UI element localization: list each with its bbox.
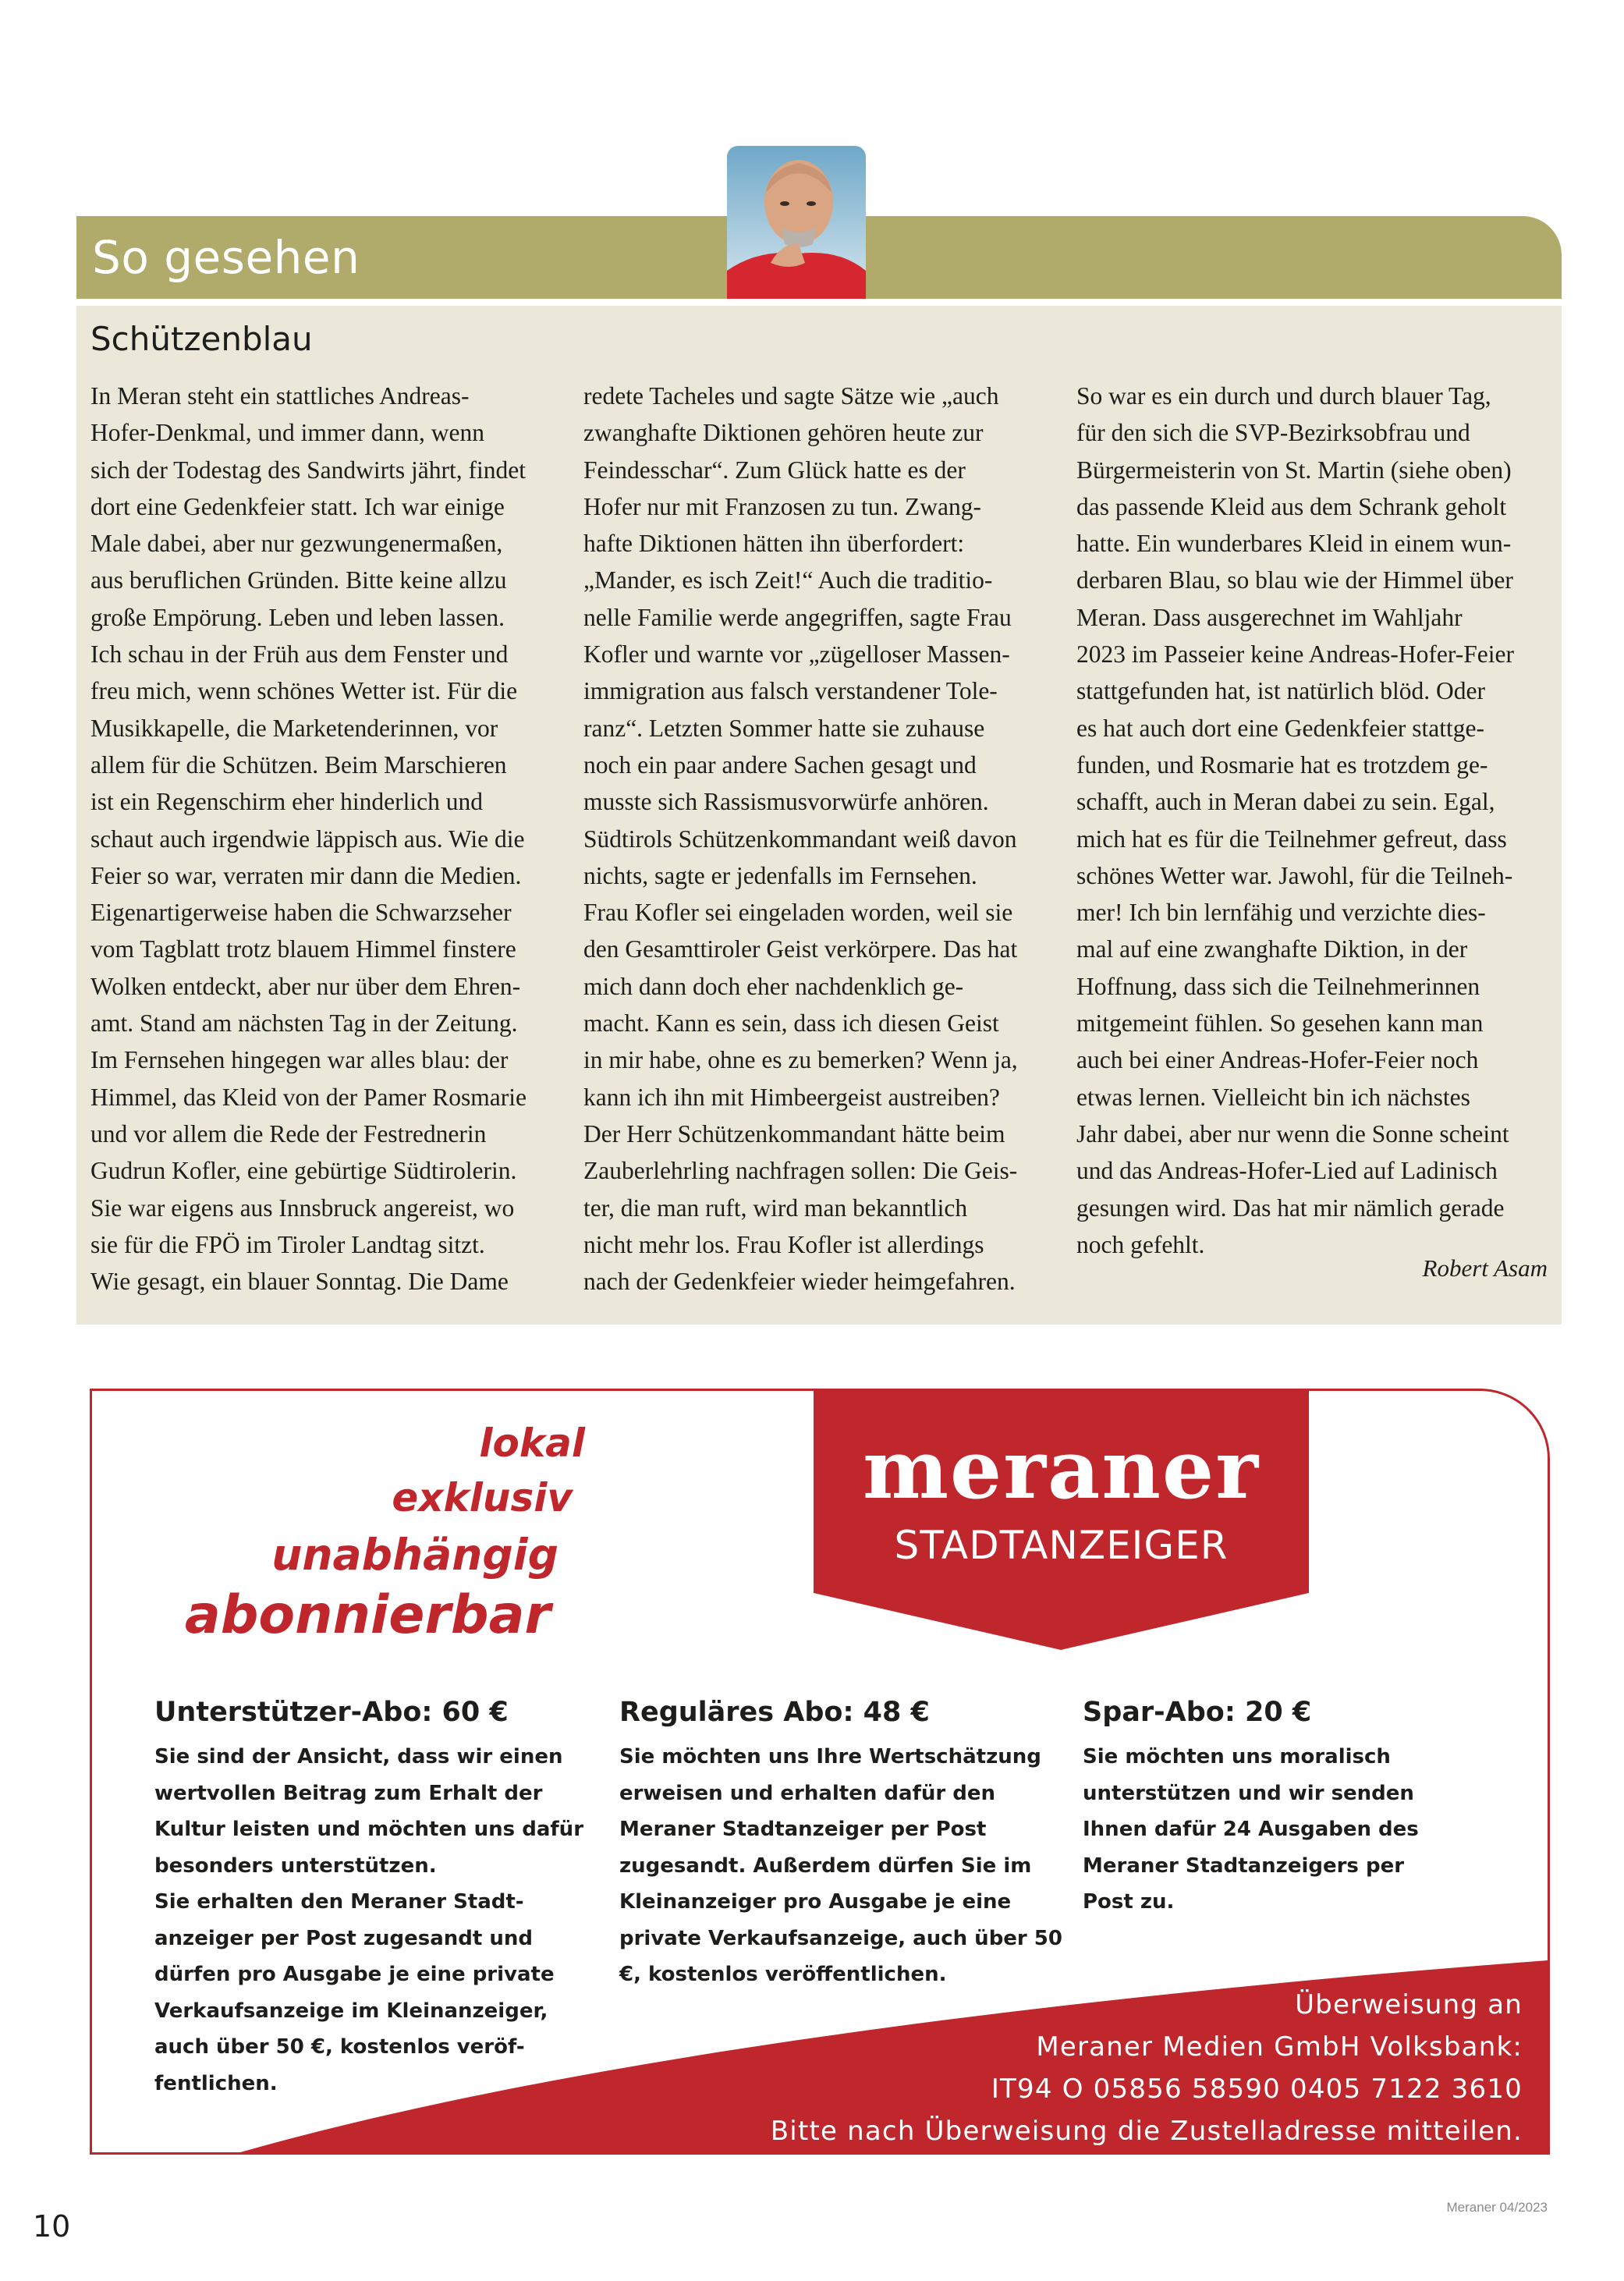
article-box: [76, 306, 1562, 1325]
plan-title: Spar-Abo: 20 €: [1083, 1697, 1312, 1728]
plan-description: [154, 1739, 607, 2102]
text-line: auch bei einer Andreas-Hofer-Feier noch: [1076, 1046, 1479, 1074]
text-line: €, kostenlos veröffentlichen.: [619, 1963, 947, 1986]
text-line: Eigenartigerweise haben die Schwarzseher: [90, 899, 512, 927]
text-line: ter, die man ruft, wird man bekanntlich: [583, 1194, 968, 1222]
plan-supporter: [154, 1697, 607, 2102]
bank-transfer-info: [771, 1984, 1523, 2152]
text-line: Sie erhalten den Meraner Stadt-: [154, 1890, 524, 1914]
text-line: hatte. Ein wunderbares Kleid in einem wun-: [1076, 530, 1512, 558]
tagline-group: [92, 1391, 615, 1656]
tagline-exklusiv: exklusiv: [392, 1475, 573, 1520]
text-line: schönes Wetter war. Jawohl, für die Teilneh-: [1076, 861, 1513, 889]
article-column-2: [583, 378, 1067, 1300]
plan-title: Unterstützer-Abo: 60 €: [154, 1697, 509, 1728]
text-line: besonders unterstützen.: [154, 1854, 437, 1878]
text-line: mich dann doch eher nachdenklich ge-: [583, 972, 964, 1000]
text-line: Feindesschar“. Zum Glück hatte es der: [583, 456, 966, 484]
text-line: Post zu.: [1083, 1890, 1175, 1914]
text-line: es hat auch dort eine Gedenkfeier stattge-: [1076, 714, 1485, 742]
text-line: Bitte nach Überweisung die Zustelladresse mitteilen.: [770, 2116, 1523, 2147]
logo-banner: [814, 1389, 1309, 1650]
text-line: macht. Kann es sein, dass ich diesen Geist: [583, 1009, 999, 1038]
text-line: freu mich, wenn schönes Wetter ist. Für die: [90, 677, 518, 705]
article-column-1: [90, 378, 574, 1300]
text-line: wertvollen Beitrag zum Erhalt der: [154, 1781, 543, 1805]
text-line: 2023 im Passeier keine Andreas-Hofer-Feier: [1076, 640, 1514, 669]
text-line: stattgefunden hat, ist natürlich blöd. Oder: [1076, 677, 1485, 705]
text-line: immigration aus falsch verstandener Tole-: [583, 677, 998, 705]
text-line: nelle Familie werde angegriffen, sagte Frau: [583, 603, 1012, 631]
logo-subtitle: STADTANZEIGER: [894, 1523, 1229, 1568]
text-line: Meraner Stadtanzeiger per Post: [619, 1818, 987, 1841]
author-signature: Robert Asam: [1422, 1254, 1548, 1282]
text-line: und das Andreas-Hofer-Lied auf Ladinisch: [1076, 1157, 1498, 1185]
text-line: Südtirols Schützenkommandant weiß davon: [583, 825, 1017, 853]
text-line: Bürgermeisterin von St. Martin (siehe oben): [1076, 456, 1512, 484]
text-line: Sie sind der Ansicht, dass wir einen: [154, 1745, 563, 1768]
text-line: Musikkapelle, die Marketenderinnen, vor: [90, 714, 498, 742]
plan-saver: [1083, 1697, 1535, 1921]
text-line: derbaren Blau, so blau wie der Himmel über: [1076, 566, 1513, 594]
text-line: Meraner Stadtanzeigers per: [1083, 1854, 1405, 1878]
text-line: Ich schau in der Früh aus dem Fenster und: [90, 640, 509, 669]
text-line: ranz“. Letzten Sommer hatte sie zuhause: [583, 714, 985, 742]
text-line: Hofer-Denkmal, und immer dann, wenn: [90, 419, 484, 447]
text-line: auch über 50 €, kostenlos veröf-: [154, 2035, 525, 2059]
text-line: In Meran steht ein stattliches Andreas-: [90, 382, 470, 410]
text-line: Sie möchten uns moralisch: [1083, 1745, 1391, 1768]
text-line: hafte Diktionen hätten ihn überfordert:: [583, 530, 965, 558]
text-line: amt. Stand am nächsten Tag in der Zeitung.: [90, 1009, 518, 1038]
text-line: zugesandt. Außerdem dürfen Sie im: [619, 1854, 1032, 1878]
text-line: fentlichen.: [154, 2071, 278, 2095]
subscription-ad: [90, 1389, 1550, 2155]
text-line: vom Tagblatt trotz blauem Himmel finstere: [90, 935, 516, 963]
text-line: funden, und Rosmarie hat es trotzdem ge-: [1076, 750, 1488, 779]
text-line: das passende Kleid aus dem Schrank geholt: [1076, 492, 1507, 520]
text-line: Verkaufsanzeige im Kleinanzeiger,: [154, 1999, 548, 2023]
text-line: nichts, sagte er jedenfalls im Fernsehen.: [583, 861, 977, 889]
plan-description: [619, 1739, 1072, 1993]
text-line: aus beruflichen Gründen. Bitte keine allzu: [90, 566, 507, 594]
article-column-3: [1076, 378, 1560, 1263]
text-line: Frau Kofler sei eingeladen worden, weil sie: [583, 899, 1013, 927]
text-line: „Mander, es isch Zeit!“ Auch die traditio-: [583, 566, 993, 594]
text-line: Wie gesagt, ein blauer Sonntag. Die Dame: [90, 1268, 509, 1296]
text-line: zwanghafte Diktionen gehören heute zur: [583, 419, 984, 447]
text-line: Der Herr Schützenkommandant hätte beim: [583, 1119, 1005, 1148]
text-line: So war es ein durch und durch blauer Tag,: [1076, 382, 1491, 410]
text-line: allem für die Schützen. Beim Marschieren: [90, 750, 507, 779]
text-line: nach der Gedenkfeier wieder heimgefahren.: [583, 1268, 1016, 1296]
text-line: redete Tacheles und sagte Sätze wie „auch: [583, 382, 999, 410]
issue-label: Meraner 04/2023: [1446, 2200, 1548, 2215]
text-line: dort eine Gedenkfeier statt. Ich war einige: [90, 492, 505, 520]
text-line: mer! Ich bin lernfähig und verzichte dies-: [1076, 899, 1486, 927]
text-line: Wolken entdeckt, aber nur über dem Ehren-: [90, 972, 521, 1000]
text-line: Sie möchten uns Ihre Wertschätzung: [619, 1745, 1041, 1768]
text-line: schaut auch irgendwie läppisch aus. Wie die: [90, 825, 525, 853]
text-line: Jahr dabei, aber nur wenn die Sonne scheint: [1076, 1119, 1509, 1148]
text-line: Kultur leisten und möchten uns dafür: [154, 1818, 584, 1841]
text-line: Meran. Dass ausgerechnet im Wahljahr: [1076, 603, 1463, 631]
text-line: für den sich die SVP-Bezirksobfrau und: [1076, 419, 1470, 447]
text-line: erweisen und erhalten dafür den: [619, 1781, 996, 1805]
text-line: Kleinanzeiger pro Ausgabe je eine: [619, 1890, 1012, 1914]
text-line: ist ein Regenschirm eher hinderlich und: [90, 788, 483, 816]
text-line: nicht mehr los. Frau Kofler ist allerdings: [583, 1230, 984, 1258]
text-line: Meraner Medien GmbH Volksbank:: [1036, 2031, 1523, 2063]
text-line: Feier so war, verraten mir dann die Medien.: [90, 861, 522, 889]
text-line: dürfen pro Ausgabe je eine private: [154, 1963, 555, 1986]
text-line: große Empörung. Leben und leben lassen.: [90, 603, 505, 631]
logo-wordmark: meraner: [863, 1421, 1260, 1517]
text-line: unterstützen und wir senden: [1083, 1781, 1414, 1805]
text-line: Kofler und warnte vor „zügelloser Massen-: [583, 640, 1010, 669]
text-line: Himmel, das Kleid von der Pamer Rosmarie: [90, 1083, 527, 1111]
text-line: noch gefehlt.: [1076, 1230, 1205, 1258]
text-line: IT94 O 05856 58590 0405 7122 3610: [991, 2073, 1523, 2105]
text-line: Im Fernsehen hingegen war alles blau: der: [90, 1046, 509, 1074]
text-line: kann ich ihn mit Himbeergeist austreiben?: [583, 1083, 1000, 1111]
text-line: etwas lernen. Vielleicht bin ich nächstes: [1076, 1083, 1470, 1111]
text-line: Ihnen dafür 24 Ausgaben des: [1083, 1818, 1419, 1841]
text-line: Überweisung an: [1295, 1989, 1523, 2020]
plan-title: Reguläres Abo: 48 €: [619, 1697, 930, 1728]
plan-description: [1083, 1739, 1535, 1921]
text-line: in mir habe, ohne es zu bemerken? Wenn ja,: [583, 1046, 1018, 1074]
article-title: Schützenblau: [90, 320, 313, 358]
text-line: anzeiger per Post zugesandt und: [154, 1926, 533, 1950]
text-line: sie für die FPÖ im Tiroler Landtag sitzt.: [90, 1230, 485, 1258]
text-line: sich der Todestag des Sandwirts jährt, findet: [90, 456, 526, 484]
tagline-abonnierbar: abonnierbar: [184, 1584, 551, 1646]
text-line: Hofer nur mit Franzosen zu tun. Zwang-: [583, 492, 981, 520]
tagline-lokal: lokal: [479, 1421, 585, 1466]
text-line: Zauberlehrling nachfragen sollen: Die Geis-: [583, 1157, 1018, 1185]
section-title: So gesehen: [92, 231, 360, 284]
text-line: musste sich Rassismusvorwürfe anhören.: [583, 788, 989, 816]
text-line: den Gesamttiroler Geist verkörpere. Das hat: [583, 935, 1018, 963]
text-line: Sie war eigens aus Innsbruck angereist, wo: [90, 1194, 515, 1222]
text-line: mitgemeint fühlen. So gesehen kann man: [1076, 1009, 1484, 1038]
plan-regular: [619, 1697, 1072, 1993]
text-line: schafft, auch in Meran dabei zu sein. Egal,: [1076, 788, 1495, 816]
text-line: Hoffnung, dass sich die Teilnehmerinnen: [1076, 972, 1480, 1000]
page-number: 10: [33, 2209, 71, 2244]
tagline-unabhaengig: unabhängig: [271, 1530, 558, 1580]
text-line: mich hat es für die Teilnehmer gefreut, dass: [1076, 825, 1507, 853]
text-line: gesungen wird. Das hat mir nämlich gerade: [1076, 1194, 1505, 1222]
text-line: private Verkaufsanzeige, auch über 50: [619, 1926, 1062, 1950]
text-line: und vor allem die Rede der Festrednerin: [90, 1119, 487, 1148]
text-line: noch ein paar andere Sachen gesagt und: [583, 750, 977, 779]
author-photo: [727, 146, 866, 299]
text-line: mal auf eine zwanghafte Diktion, in der: [1076, 935, 1468, 963]
text-line: Male dabei, aber nur gezwungenermaßen,: [90, 530, 503, 558]
text-line: Gudrun Kofler, eine gebürtige Südtirolerin.: [90, 1157, 517, 1185]
